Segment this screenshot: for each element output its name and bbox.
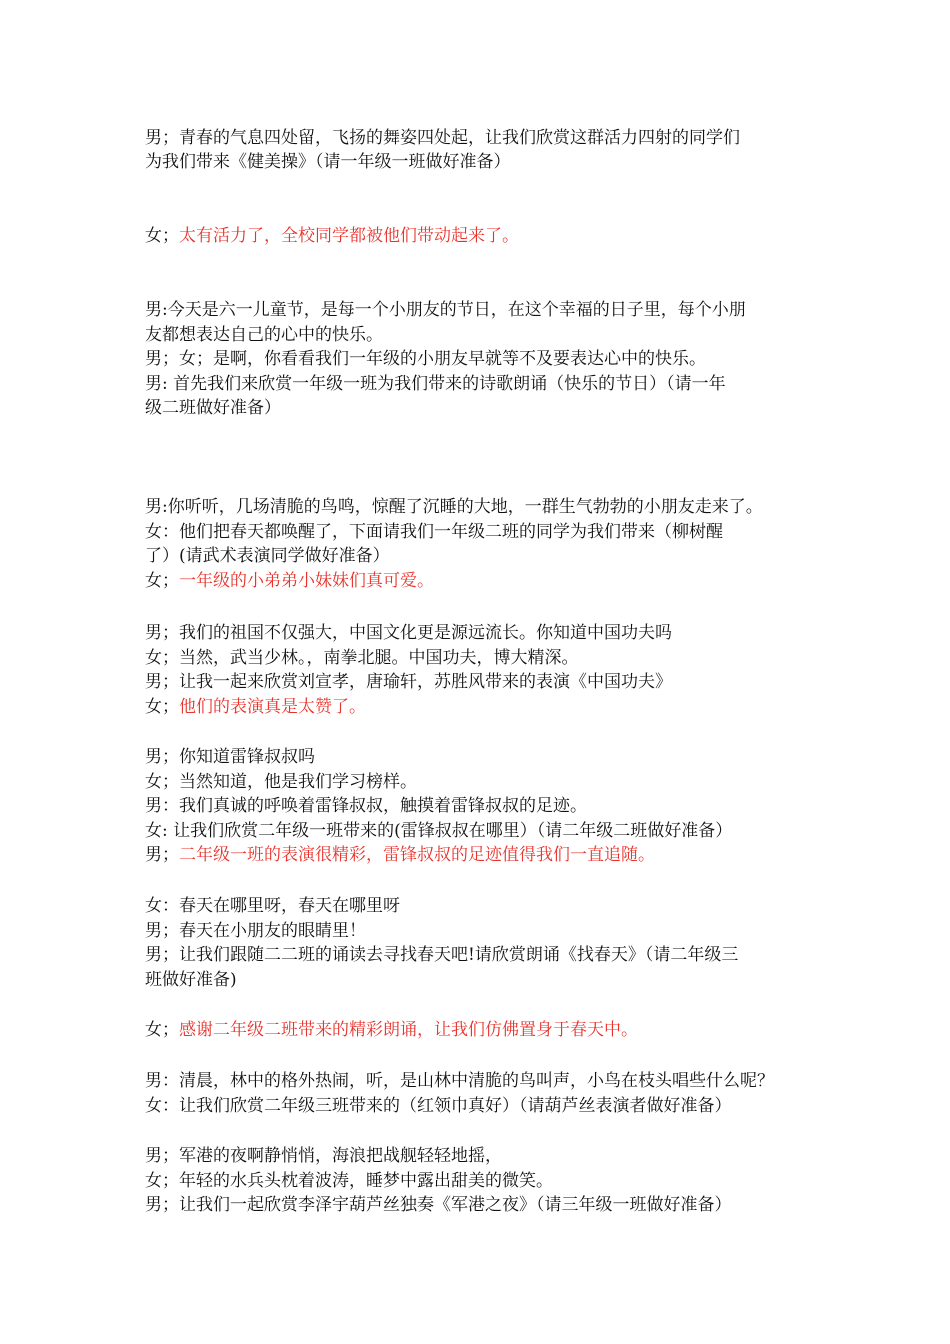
script-line-highlight: 女；一年级的小弟弟小妹妹们真可爱。: [145, 571, 434, 591]
script-line: 男：清晨，林中的格外热闹，听，是山林中清脆的鸟叫声，小鸟在枝头唱些什么呢？: [145, 1071, 774, 1091]
script-line: 男；春天在小朋友的眼睛里！: [145, 921, 366, 941]
script-line: 男:今天是六一儿童节，是每一个小朋友的节日，在这个幸福的日子里，每个小朋: [145, 300, 746, 320]
script-line: 男；军港的夜啊静悄悄，海浪把战舰轻轻地摇，: [145, 1146, 502, 1166]
script-line: 班做好准备): [145, 970, 237, 990]
script-line-highlight: 男；二年级一班的表演很精彩，雷锋叔叔的足迹值得我们一直追随。: [145, 845, 655, 865]
script-line-highlight: 女；太有活力了，全校同学都被他们带动起来了。: [145, 226, 519, 246]
script-line: 女；年轻的水兵头枕着波涛，睡梦中露出甜美的微笑。: [145, 1171, 553, 1191]
script-line: 男；我们的祖国不仅强大，中国文化更是源远流长。你知道中国功夫吗: [145, 623, 672, 643]
script-line: 了）(请武术表演同学做好准备）: [145, 546, 390, 566]
script-line: 男；青春的气息四处留，飞扬的舞姿四处起，让我们欣赏这群活力四射的同学们: [145, 128, 740, 148]
script-line: 女；当然知道，他是我们学习榜样。: [145, 772, 417, 792]
script-line: 男:你听听，几场清脆的鸟鸣，惊醒了沉睡的大地，一群生气勃勃的小朋友走来了。: [145, 497, 763, 517]
script-line: 女：让我们欣赏二年级三班带来的（红领巾真好）（请葫芦丝表演者做好准备）: [145, 1096, 732, 1116]
script-line: 女：春天在哪里呀，春天在哪里呀: [145, 896, 400, 916]
script-line: 男；让我们一起欣赏李泽宇葫芦丝独奏《军港之夜》（请三年级一班做好准备）: [145, 1195, 732, 1215]
script-line: 男: 首先我们来欣赏一年级一班为我们带来的诗歌朗诵（快乐的节日）（请一年: [145, 374, 726, 394]
script-line: 友都想表达自己的心中的快乐。: [145, 325, 383, 345]
script-line: 级二班做好准备）: [145, 398, 281, 418]
script-line: 女: 让我们欣赏二年级一班带来的(雷锋叔叔在哪里）（请二年级二班做好准备）: [145, 821, 733, 841]
script-line: 男；女；是啊，你看看我们一年级的小朋友早就等不及要表达心中的快乐。: [145, 349, 706, 369]
script-line-highlight: 女；他们的表演真是太赞了。: [145, 697, 366, 717]
script-line: 男；你知道雷锋叔叔吗: [145, 747, 315, 767]
script-line-highlight: 女；感谢二年级二班带来的精彩朗诵，让我们仿佛置身于春天中。: [145, 1020, 638, 1040]
script-line: 男；让我一起来欣赏刘宣孝，唐瑜轩，苏胜风带来的表演《中国功夫》: [145, 672, 672, 692]
script-line: 女：他们把春天都唤醒了，下面请我们一年级二班的同学为我们带来（柳树醒: [145, 522, 723, 542]
script-line: 男：我们真诚的呼唤着雷锋叔叔，触摸着雷锋叔叔的足迹。: [145, 796, 587, 816]
script-line: 为我们带来《健美操》（请一年级一班做好准备）: [145, 152, 511, 172]
script-line: 男；让我们跟随二二班的诵读去寻找春天吧!请欣赏朗诵《找春天》（请二年级三: [145, 945, 739, 965]
script-line: 女；当然，武当少林。，南拳北腿。中国功夫，博大精深。: [145, 648, 579, 668]
